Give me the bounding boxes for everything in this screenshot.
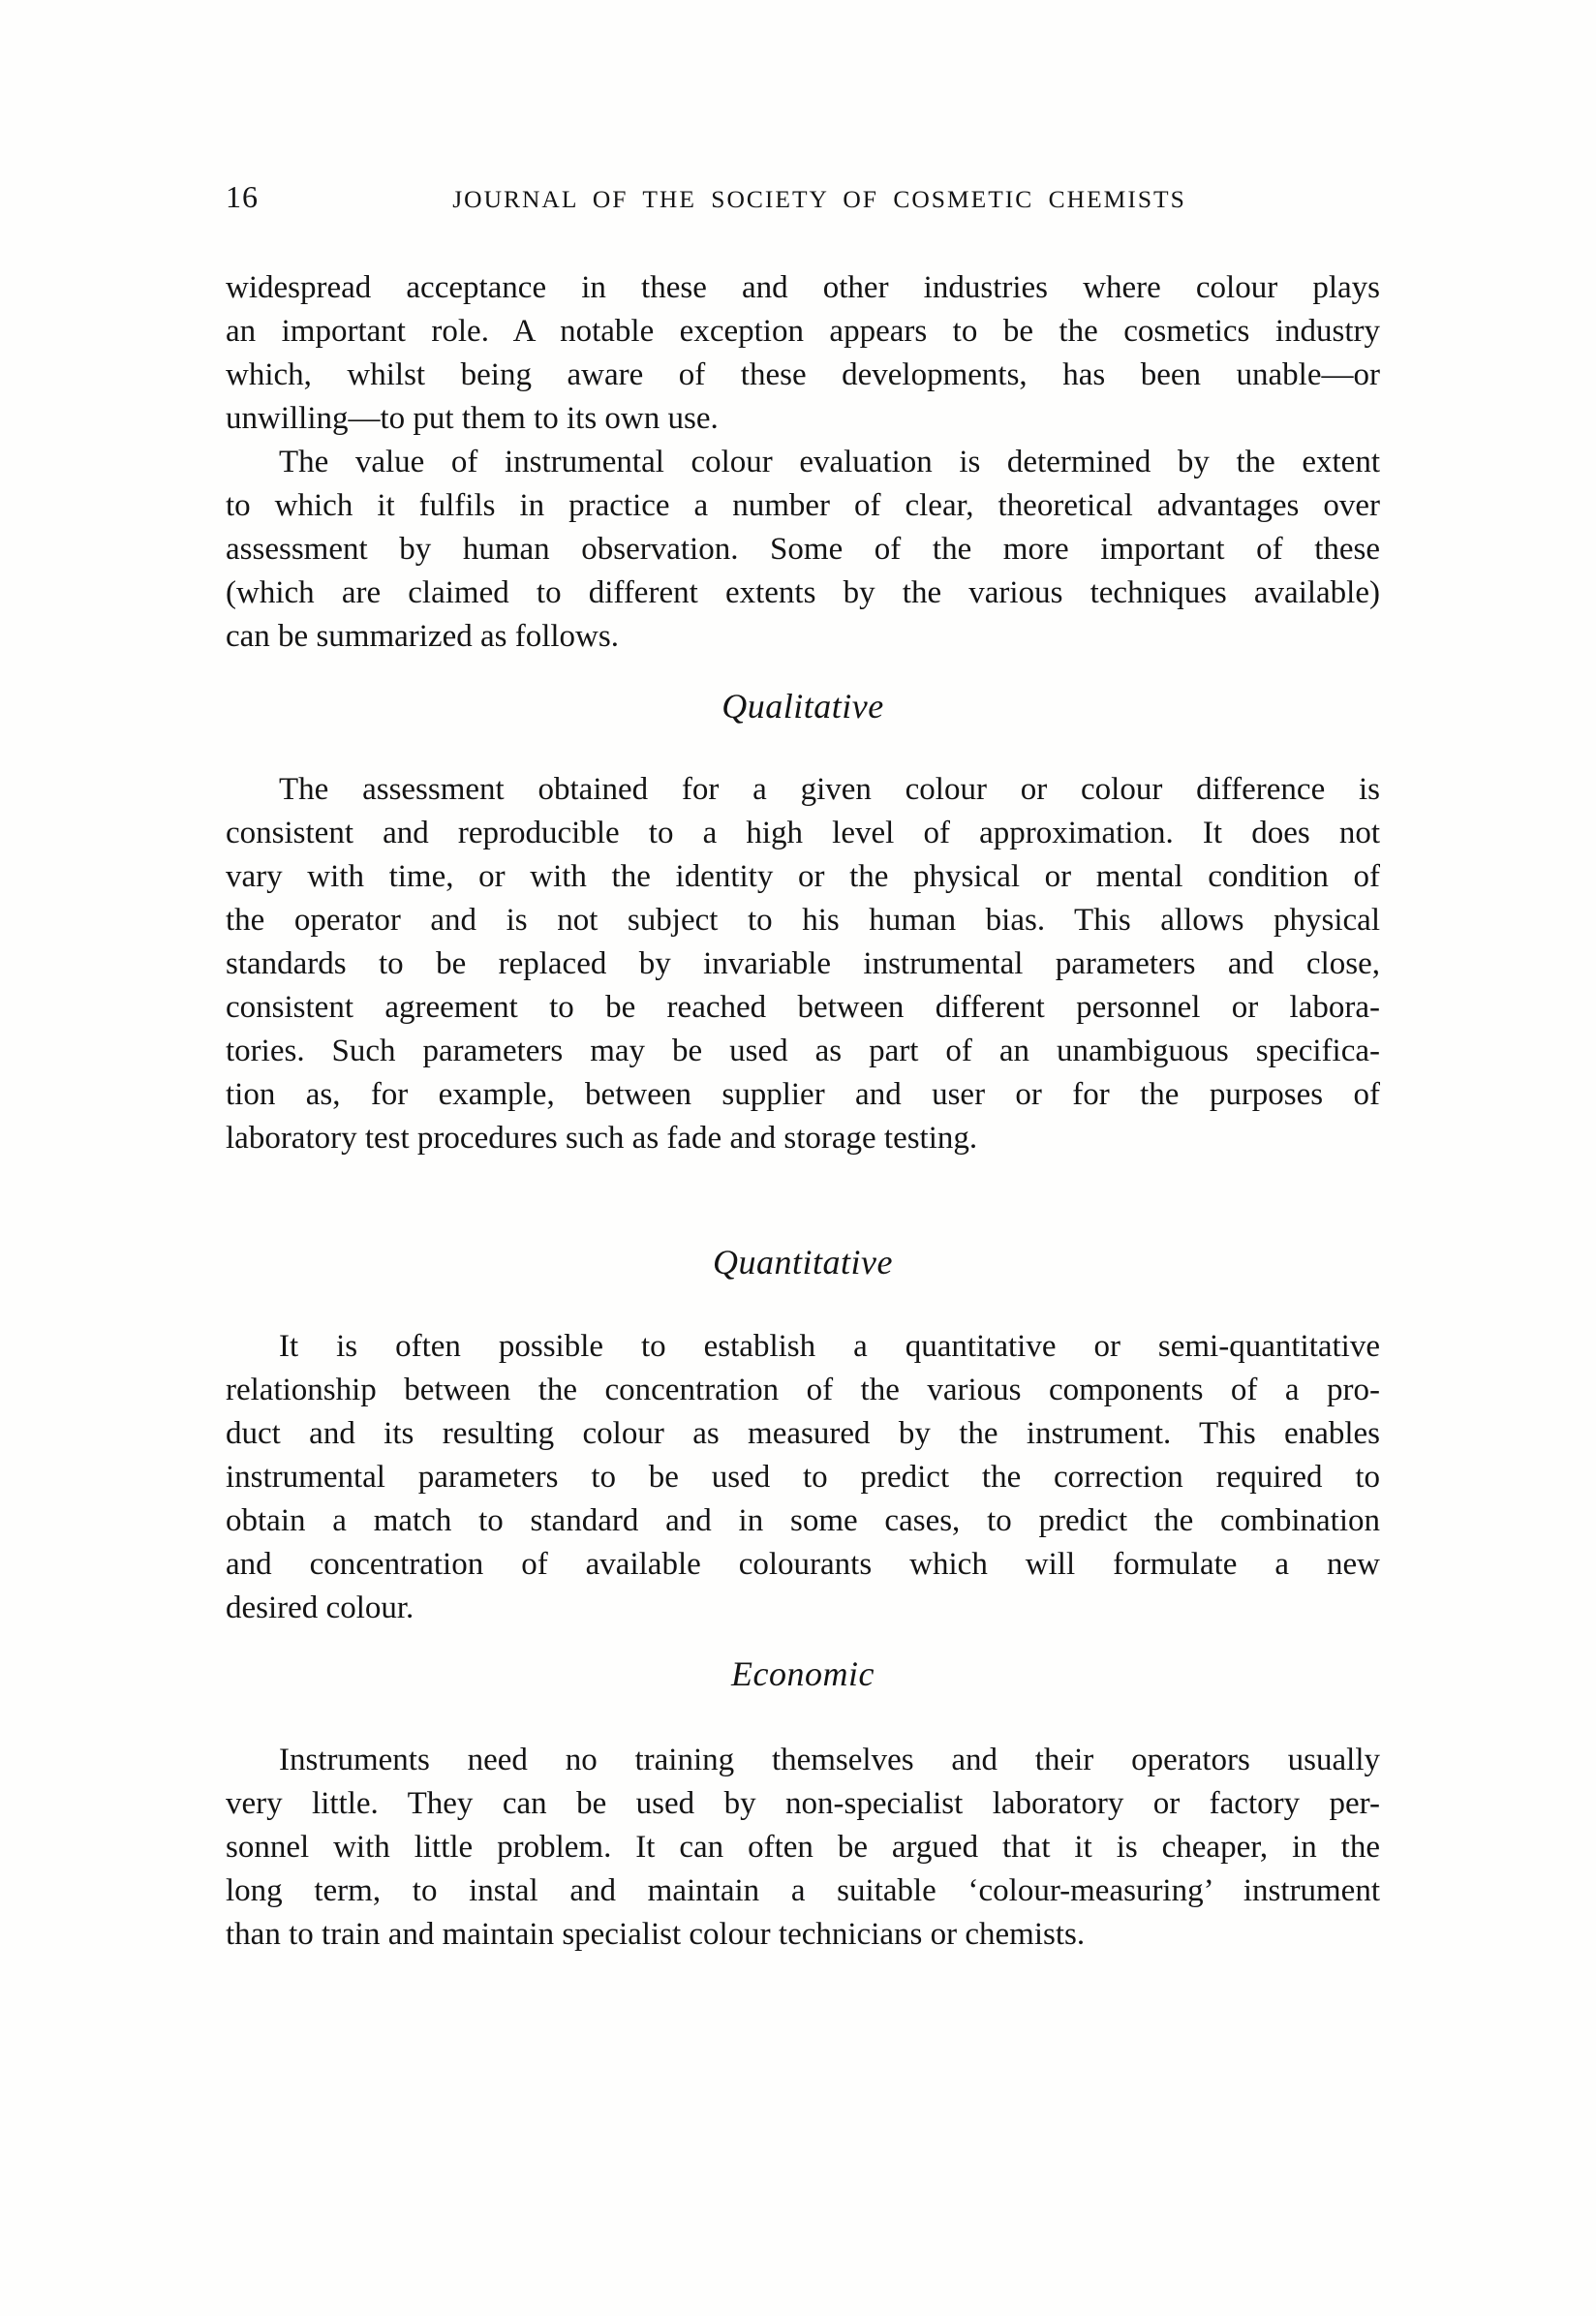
text-line: sonnel with little problem. It can often be argued that it is cheaper, in the bbox=[226, 1830, 1380, 1865]
text-line: consistent and reproducible to a high level of approximation. It does not bbox=[226, 816, 1380, 850]
section-heading-qualitative: Qualitative bbox=[721, 687, 884, 726]
text-line: It is often possible to establish a quantitative or semi-quantitative bbox=[279, 1329, 1380, 1364]
text-line: than to train and maintain specialist colour technicians or chemists. bbox=[226, 1917, 1086, 1952]
text-line: instrumental parameters to be used to predict the correction required to bbox=[226, 1460, 1380, 1495]
text-line: consistent agreement to be reached between different personnel or labora- bbox=[226, 990, 1380, 1025]
text-line: (which are claimed to different extents by the various techniques available) bbox=[226, 575, 1380, 610]
running-title: JOURNAL OF THE SOCIETY OF COSMETIC CHEMISTS bbox=[452, 185, 1186, 213]
text-line: which, whilst being aware of these developments, has been unable—or bbox=[226, 357, 1380, 392]
text-line: the operator and is not subject to his human bias. This allows physical bbox=[226, 903, 1380, 938]
text-line: to which it fulfils in practice a number of clear, theoretical advantages over bbox=[226, 488, 1380, 523]
page-content bbox=[226, 266, 1380, 1957]
text-line: laboratory test procedures such as fade and storage testing. bbox=[226, 1121, 978, 1156]
paragraph-continuation bbox=[226, 266, 1380, 441]
text-line: tion as, for example, between supplier and user or for the purposes of bbox=[226, 1077, 1380, 1112]
text-line: unwilling—to put them to its own use. bbox=[226, 401, 719, 436]
text-line: assessment by human observation. Some of the more important of these bbox=[226, 532, 1380, 567]
text-line: standards to be replaced by invariable instrumental parameters and close, bbox=[226, 946, 1380, 981]
text-line: very little. They can be used by non-specialist laboratory or factory per- bbox=[226, 1786, 1380, 1821]
page-number: 16 bbox=[226, 179, 259, 214]
text-line: Instruments need no training themselves and their operators usually bbox=[279, 1743, 1380, 1777]
text-line: vary with time, or with the identity or the physical or mental condition of bbox=[226, 859, 1380, 894]
paragraph-qualitative-body bbox=[226, 768, 1380, 1160]
text-line: desired colour. bbox=[226, 1590, 414, 1625]
paragraph-economic-body bbox=[226, 1739, 1380, 1957]
text-line: and concentration of available colourants which will formulate a new bbox=[226, 1547, 1380, 1582]
text-line: obtain a match to standard and in some cases, to predict the combination bbox=[226, 1503, 1380, 1538]
running-head bbox=[226, 179, 1380, 217]
paragraph-quantitative-body bbox=[226, 1325, 1380, 1630]
text-line: duct and its resulting colour as measured by the instrument. This enables bbox=[226, 1416, 1380, 1451]
section-heading-economic: Economic bbox=[731, 1654, 875, 1693]
text-line: The value of instrumental colour evaluation is determined by the extent bbox=[279, 445, 1380, 479]
text-line: an important role. A notable exception appears to be the cosmetics industry bbox=[226, 314, 1380, 349]
text-line: The assessment obtained for a given colour or colour difference is bbox=[279, 772, 1380, 807]
text-line: can be summarized as follows. bbox=[226, 619, 619, 654]
text-line: tories. Such parameters may be used as part of an unambiguous specifica- bbox=[226, 1034, 1380, 1068]
section-heading-quantitative: Quantitative bbox=[713, 1243, 893, 1282]
text-line: widespread acceptance in these and other industries where colour plays bbox=[226, 270, 1380, 305]
text-line: relationship between the concentration of the various components of a pro- bbox=[226, 1373, 1380, 1407]
text-line: long term, to instal and maintain a suitable ‘colour-measuring’ instrument bbox=[226, 1873, 1380, 1908]
paragraph-instrumental-value bbox=[226, 441, 1380, 659]
